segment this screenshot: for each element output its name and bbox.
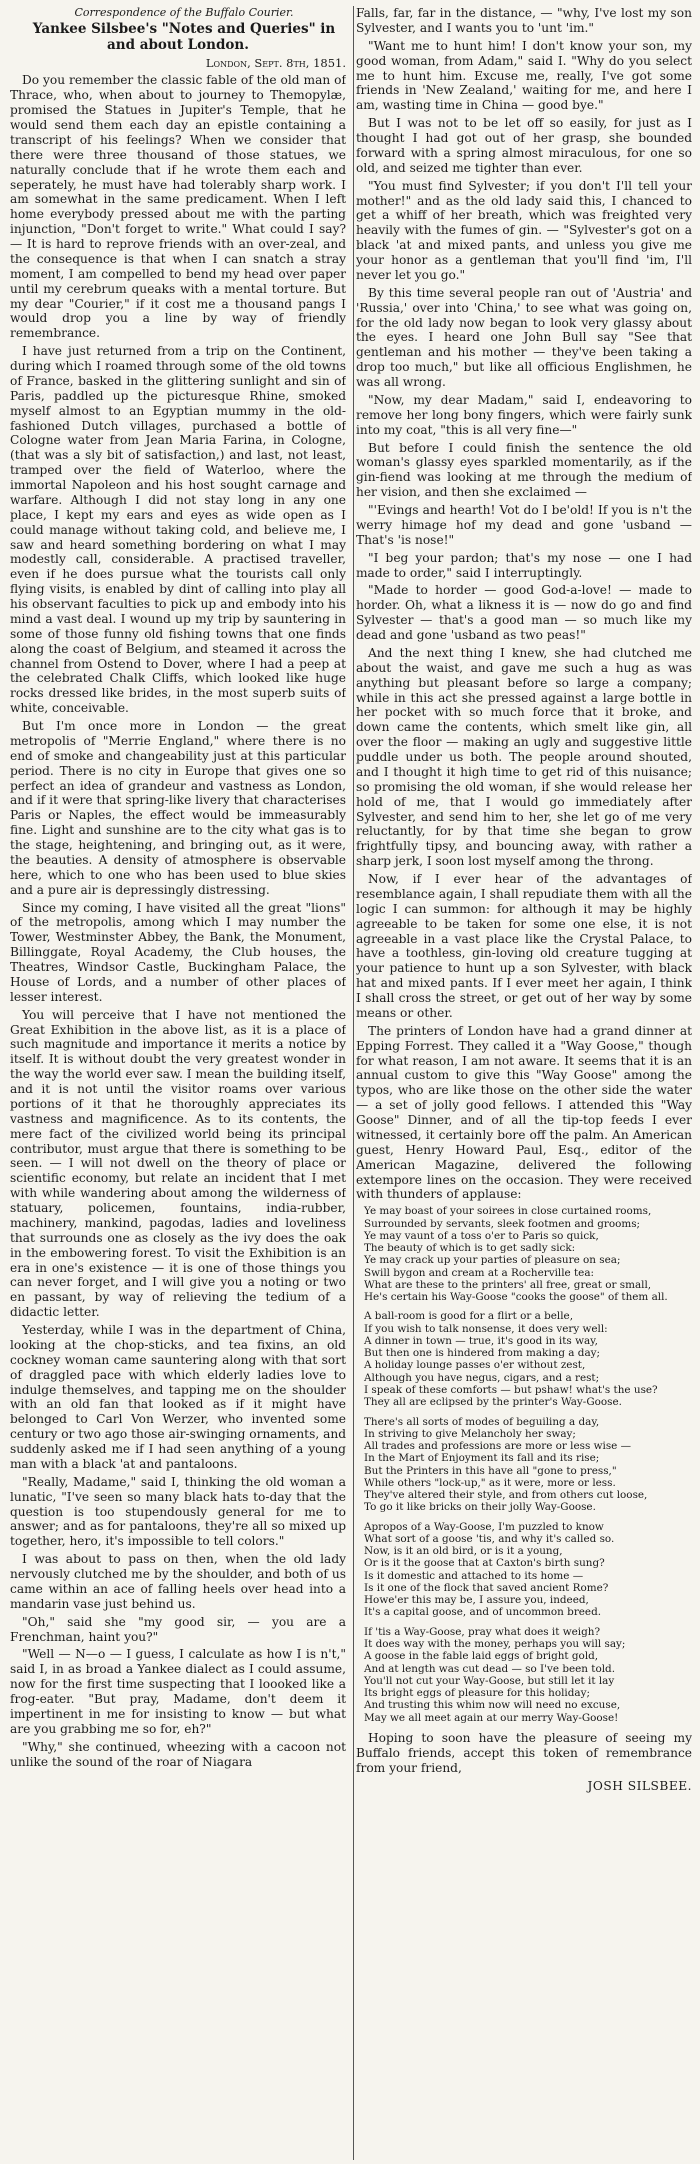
paragraph: "Now, my dear Madam," said I, endeavoring to remove her long bony fingers, which were fairly sunk into my coat, "this is all very fine—" [356, 392, 692, 437]
paragraph: I was about to pass on then, when the old lady nervously clutched me by the shoulder, and both of us came within an ace of falling heels over head into a mandarin vase just behind us. [10, 1552, 346, 1611]
paragraph: But I was not to be let off so easily, for just as I thought I had got out of her grasp, she bounded forward with a spring almost miraculous, for one so old, and seized me tighter than ever. [356, 116, 692, 175]
poem-line: There's all sorts of modes of beguiling a day, [364, 1415, 600, 1428]
poem-line: But the Printers in this have all "gone to press," [364, 1464, 617, 1477]
paragraph: "Really, Madame," said I, thinking the old woman a lunatic, "I've seen so many black hats to-day that the question is too stupendously general for me to answer; and as for pantaloons, they're all so mixed up together, hero, it's impossible to tell colors." [10, 1474, 346, 1549]
paragraph: The printers of London have had a grand dinner at Epping Forrest. They called it a "Way Goose," though for what reason, I am not aware. It seems that it is an annual custom to give this "Way Goose" among the typos, who are like those on the other side the water — a set of jolly good fellows. I attended this "Way Goose" Dinner, and of all the tip-top feeds I ever witnessed, it certainly bore off the palm. An American guest, Henry Howard Paul, Esq., editor of the American Magazine, delivered the following extempore lines on the occasion. They were received with thunders of applause: [356, 1023, 692, 1202]
poem-line: In the Mart of Enjoyment its fall and its rise; [364, 1452, 600, 1465]
column-left [10, 6, 346, 2164]
paragraph: And the next thing I knew, she had clutched me about the waist, and gave me such a hug as was anything but pleasant before so large a company; while in this act she pressed against a large bottle in her pocket with so much force that it broke, and down came the contents, which smelt like gin, all over the floor — making an ugly and suggestive little puddle under us both. The people around shouted, and I thought it high time to get rid of this nuisance; so promising the old woman, if she would release her hold of me, that I would go immediately after Sylvester, and send him to her, she let go of me very reluctantly, for by that time she began to grow frightfully tipsy, and bouncing away, with rather a sharp jerk, I soon lost myself among the throng. [356, 645, 692, 869]
poem-line: He's certain his Way-Goose "cooks the goose" of them all. [364, 1291, 668, 1304]
correspondence-line: Correspondence of the Buffalo Courier. [74, 6, 294, 19]
signature-line [356, 1779, 692, 1794]
poem-line: May we all meet again at our merry Way-Goose! [364, 1711, 619, 1724]
paragraph: "'Evings and hearth! Vot do I be'old! If you is n't the werry himage hof my dead and gone 'usband — That's 'is nose!" [356, 503, 692, 547]
poem-line: It does way with the money, perhaps you will say; [364, 1638, 626, 1651]
poem-stanza [364, 1521, 692, 1619]
poem-line: Swill bygon and cream at a Rocherville tea: [364, 1266, 595, 1279]
poem-line: What sort of a goose 'tis, and why it's called so. [364, 1532, 615, 1545]
paragraph: "Oh," said she "my good sir, — you are a Frenchman, haint you?" [10, 1614, 346, 1644]
paragraph: "Well — N—o — I guess, I calculate as how I is n't," said I, in as broad a Yankee dialect as I could assume, now for the first time suspecting that I loooked like a frog-eater. "But pray, Madame, don't deem it impertinent in me for insisting to know — but what are you grabbing me so for, eh?" [10, 1647, 346, 1736]
paragraph: But before I could finish the sentence the old woman's glassy eyes sparkled momentarily, as if the gin-fiend was looking at me through the medium of her vision, and then she exclaimed — [356, 440, 692, 500]
poem-line: Its bright eggs of pleasure for this holiday; [364, 1687, 590, 1700]
paragraph: "Made to horder — good God-a-love! — made to horder. Oh, what a likness it is — now do go and find Sylvester — that's a good man — so much like my dead and gone 'usband as two peas!" [356, 583, 692, 642]
paragraph: "Why," she continued, wheezing with a cacoon not unlike the sound of the roar of Niagara [10, 1739, 346, 1769]
poem-line: In striving to give Melancholy her sway; [364, 1427, 576, 1440]
poem-line: A dinner in town — true, it's good in its way, [364, 1334, 598, 1347]
poem-line: Surrounded by servants, sleek footmen and grooms; [364, 1217, 641, 1230]
paragraph: "You must find Sylvester; if you don't I'll tell your mother!" and as the old lady said this, I chanced to get a whiff of her breath, which was freighted very heavily with the fumes of gin. — "Sylvester's got on a black 'at and mixed pants, and unless you give me your honor as a gentleman that you'll find 'im, I'll never let you go." [356, 178, 692, 282]
poem-stanza [364, 1205, 692, 1303]
column-rule [353, 6, 354, 2160]
paragraph: Do you remember the classic fable of the old man of Thrace, who, when about to journey to Themopylæ, promised the Statues in Jupiter's Temple, that he would send them each day an epistle containing a transcript of his feelings? When we consider that there were three thousand of those statues, we naturally conclude that if he wrote them each and seperately, he must have had tolerably sharp work. I am somewhat in the same predicament. When I left home everybody pressed about me with the parting injunction, "Don't forget to write." What could I say? — It is hard to reprove friends with an over-zeal, and the consequence is that when I can snatch a stray moment, I am compelled to bend my head over paper until my cerebrum queaks with a mental torture. But my dear "Courier," if it cost me a thousand pangs I would drop you a line by way of friendly remembrance. [10, 73, 346, 341]
poem-line: Apropos of a Way-Goose, I'm puzzled to know [364, 1520, 604, 1533]
poem-stanza [364, 1626, 692, 1724]
poem-line: If you wish to talk nonsense, it does very well: [364, 1322, 608, 1335]
signature: JOSH SILSBEE. [587, 1778, 692, 1793]
paragraph: But I'm once more in London — the great metropolis of "Merrie England," where there is no end of smoke and changeability just at this particular period. There is no city in Europe that gives one so perfect an idea of grandeur and vastness as London, and if it were that spring-like livery that characterises Paris or Naples, the effect would be immeasurably fine. Light and sunshine are to the city what gas is to the stage, heightening, and bringing out, as it were, the beauties. A density of atmosphere is observable here, which to one who has been used to blue skies and a pure air is depressingly distressing. [10, 719, 346, 897]
poem-line: What are these to the printers' all free, great or small, [364, 1278, 652, 1291]
poem-line: If 'tis a Way-Goose, pray what does it weigh? [364, 1625, 601, 1638]
poem-line: A goose in the fable laid eggs of bright gold, [364, 1650, 599, 1663]
poem-line: Ye may boast of your soirees in close curtained rooms, [364, 1205, 652, 1218]
poem-line: Is it one of the flock that saved ancient Rome? [364, 1581, 609, 1594]
paragraph: Since my coming, I have visited all the great "lions" of the metropolis, among which I may number the Tower, Westminster Abbey, the Bank, the Monument, Billinggate, Royal Academy, the Club houses, the Theatres, Windsor Castle, Buckingham Palace, the House of Lords, and a number of other places of lesser interest. [10, 900, 346, 1004]
paragraph: Yesterday, while I was in the department of China, looking at the chop-sticks, and tea fixins, an old cockney woman came sauntering along with that sort of draggled pace with which elderly ladies love to indulge themselves, and tapping me on the shoulder with an old fan that looked as if it might have belonged to Carl Von Werzer, who invented some century or two ago those air-swinging ornaments, and suddenly asked me if I had seen anything of a young man with a black 'at and pantaloons. [10, 1323, 346, 1471]
poem-line: Is it domestic and attached to its home — [364, 1569, 584, 1582]
paragraph: By this time several people ran out of 'Austria' and 'Russia,' over into 'China,' to see what was going on, for the old lady now began to look very glassy about the eyes. I heard one John Bull say "See that gentleman and his mother — they've been taking a drop too much," but like all officious Englishmen, he was all wrong. [356, 285, 692, 389]
poem-line: But then one is hindered from making a day; [364, 1347, 601, 1360]
poem-line: Or is it the goose that at Caxton's birth sung? [364, 1557, 605, 1570]
paragraph: "I beg your pardon; that's my nose — one I had made to order," said I interruptingly. [356, 550, 692, 580]
poem-line: A holiday lounge passes o'er without zest, [364, 1359, 586, 1372]
poem-line: All trades and professions are more or less wise — [364, 1440, 632, 1453]
paragraph: Now, if I ever hear of the advantages of resemblance again, I shall repudiate them with all the logic I can summon: for although it may be highly agreeable to be taken for some one else, it is not agreeable in a vast place like the Crystal Palace, to have a toothless, gin-loving old creature tugging at your patience to hunt up a son Sylvester, with black hat and mixed pants. If I ever meet her again, I think I shall cross the street, or get out of her way by some means or other. [356, 872, 692, 1020]
poem-line: While others "lock-up," as it were, more or less. [364, 1476, 616, 1489]
article-title: Yankee Silsbee's "Notes and Queries" in and about London. [32, 21, 336, 53]
poem-line: And trusting this whim now will need no excuse, [364, 1699, 621, 1712]
paragraph: You will perceive that I have not mentioned the Great Exhibition in the above list, as it is a place of such magnitude and importance it merits a notice by itself. It is without doubt the very greatest wonder in the way the world ever saw. I mean the building itself, and it is not until the visitor roams over various portions of it that he thoroughly appreciates its vastness and magnificence. As to its contents, the mere fact of the civilized world being its principal contributor, must argue that there is something to be seen. — I will not dwell on the theory of place or scientific economy, but relate an incident that I met with while wandering about among the wilderness of statuary, policemen, fountains, india-rubber, machinery, mankind, pagodas, ladies and loveliness that surrounds one as closely as the ivy does the oak in the embowering forest. To visit the Exhibition is an era in one's existence — it is one of those things you can never forget, and I will give you a noting or two en passant, by way of relieving the tedium of a didactic letter. [10, 1007, 346, 1320]
poem-line: And at length was cut dead — so I've been told. [364, 1662, 615, 1675]
closing-paragraph: Hoping to soon have the pleasure of seeing my Buffalo friends, accept this token of remembrance from your friend, [356, 1730, 692, 1775]
poem-line: The beauty of which is to get sadly sick: [364, 1242, 576, 1255]
poem-line: It's a capital goose, and of uncommon breed. [364, 1606, 602, 1619]
poem-line: A ball-room is good for a flirt or a belle, [364, 1310, 574, 1323]
poem-line: Ye may vaunt of a toss o'er to Paris so quick, [364, 1229, 599, 1242]
paragraph: "Want me to hunt him! I don't know your son, my good woman, from Adam," said I. "Why do you select me to hunt him. Excuse me, really, I've got some friends in 'New Zealand,' waiting for me, and here I am, wasting time in China — good bye." [356, 38, 692, 113]
poem-line: Ye may crack up your parties of pleasure on sea; [364, 1254, 621, 1267]
paragraph: I have just returned from a trip on the Continent, during which I roamed through some of the old towns of France, basked in the glittering sunlight and sin of Paris, paddled up the picturesque Rhine, smoked myself almost to an Egyptian mummy in the old-fashioned Dutch villages, purchased a bottle of Cologne water from Jean Maria Farina, in Cologne, (that was a sly bit of satisfaction,) and last, not least, tramped over the field of Waterloo, where the immortal Napoleon and his host sought carnage and warfare. Although I did not stay long in any one place, I kept my ears and eyes as wide open as I could manage without taking cold, and believe me, I saw and heard something bordering on what I may modestly call, considerable. A practised traveller, even if he does pursue what the tourists call only flying visits, is enabled by dint of calling into play all his observant faculties to pick up and embody into his mind a vast deal. I wound up my trip by sauntering in some of those funny old fishing towns that one finds along the coast of Belgium, and steamed it across the channel from Ostend to Dover, where I had a peep at the celebrated Chalk Cliffs, which looked like huge rocks dressed like brides, in the most superb suits of white, conceivable. [10, 344, 346, 716]
dateline: London, Sept. 8th, 1851. [205, 56, 346, 71]
poem-line: Although you have negus, cigars, and a rest; [364, 1371, 600, 1384]
poem-stanza [364, 1310, 692, 1408]
poem-line: They all are eclipsed by the printer's Way-Goose. [364, 1396, 622, 1409]
poem-line: I speak of these comforts — but pshaw! what's the use? [364, 1383, 658, 1396]
poem-stanza [364, 1416, 692, 1514]
poem-line: Howe'er this may be, I assure you, indeed, [364, 1594, 589, 1607]
poem-line: They've altered their style, and from others cut loose, [364, 1489, 648, 1502]
column-right [356, 6, 692, 2164]
poem-line: To go it like bricks on their jolly Way-Goose. [364, 1501, 596, 1514]
paragraph: Falls, far, far in the distance, — "why, I've lost my son Sylvester, and I wants you to 'unt 'im." [356, 6, 692, 35]
poem-line: You'll not cut your Way-Goose, but still let it lay [364, 1674, 615, 1687]
poem-line: Now, is it an old bird, or is it a young, [364, 1545, 563, 1558]
